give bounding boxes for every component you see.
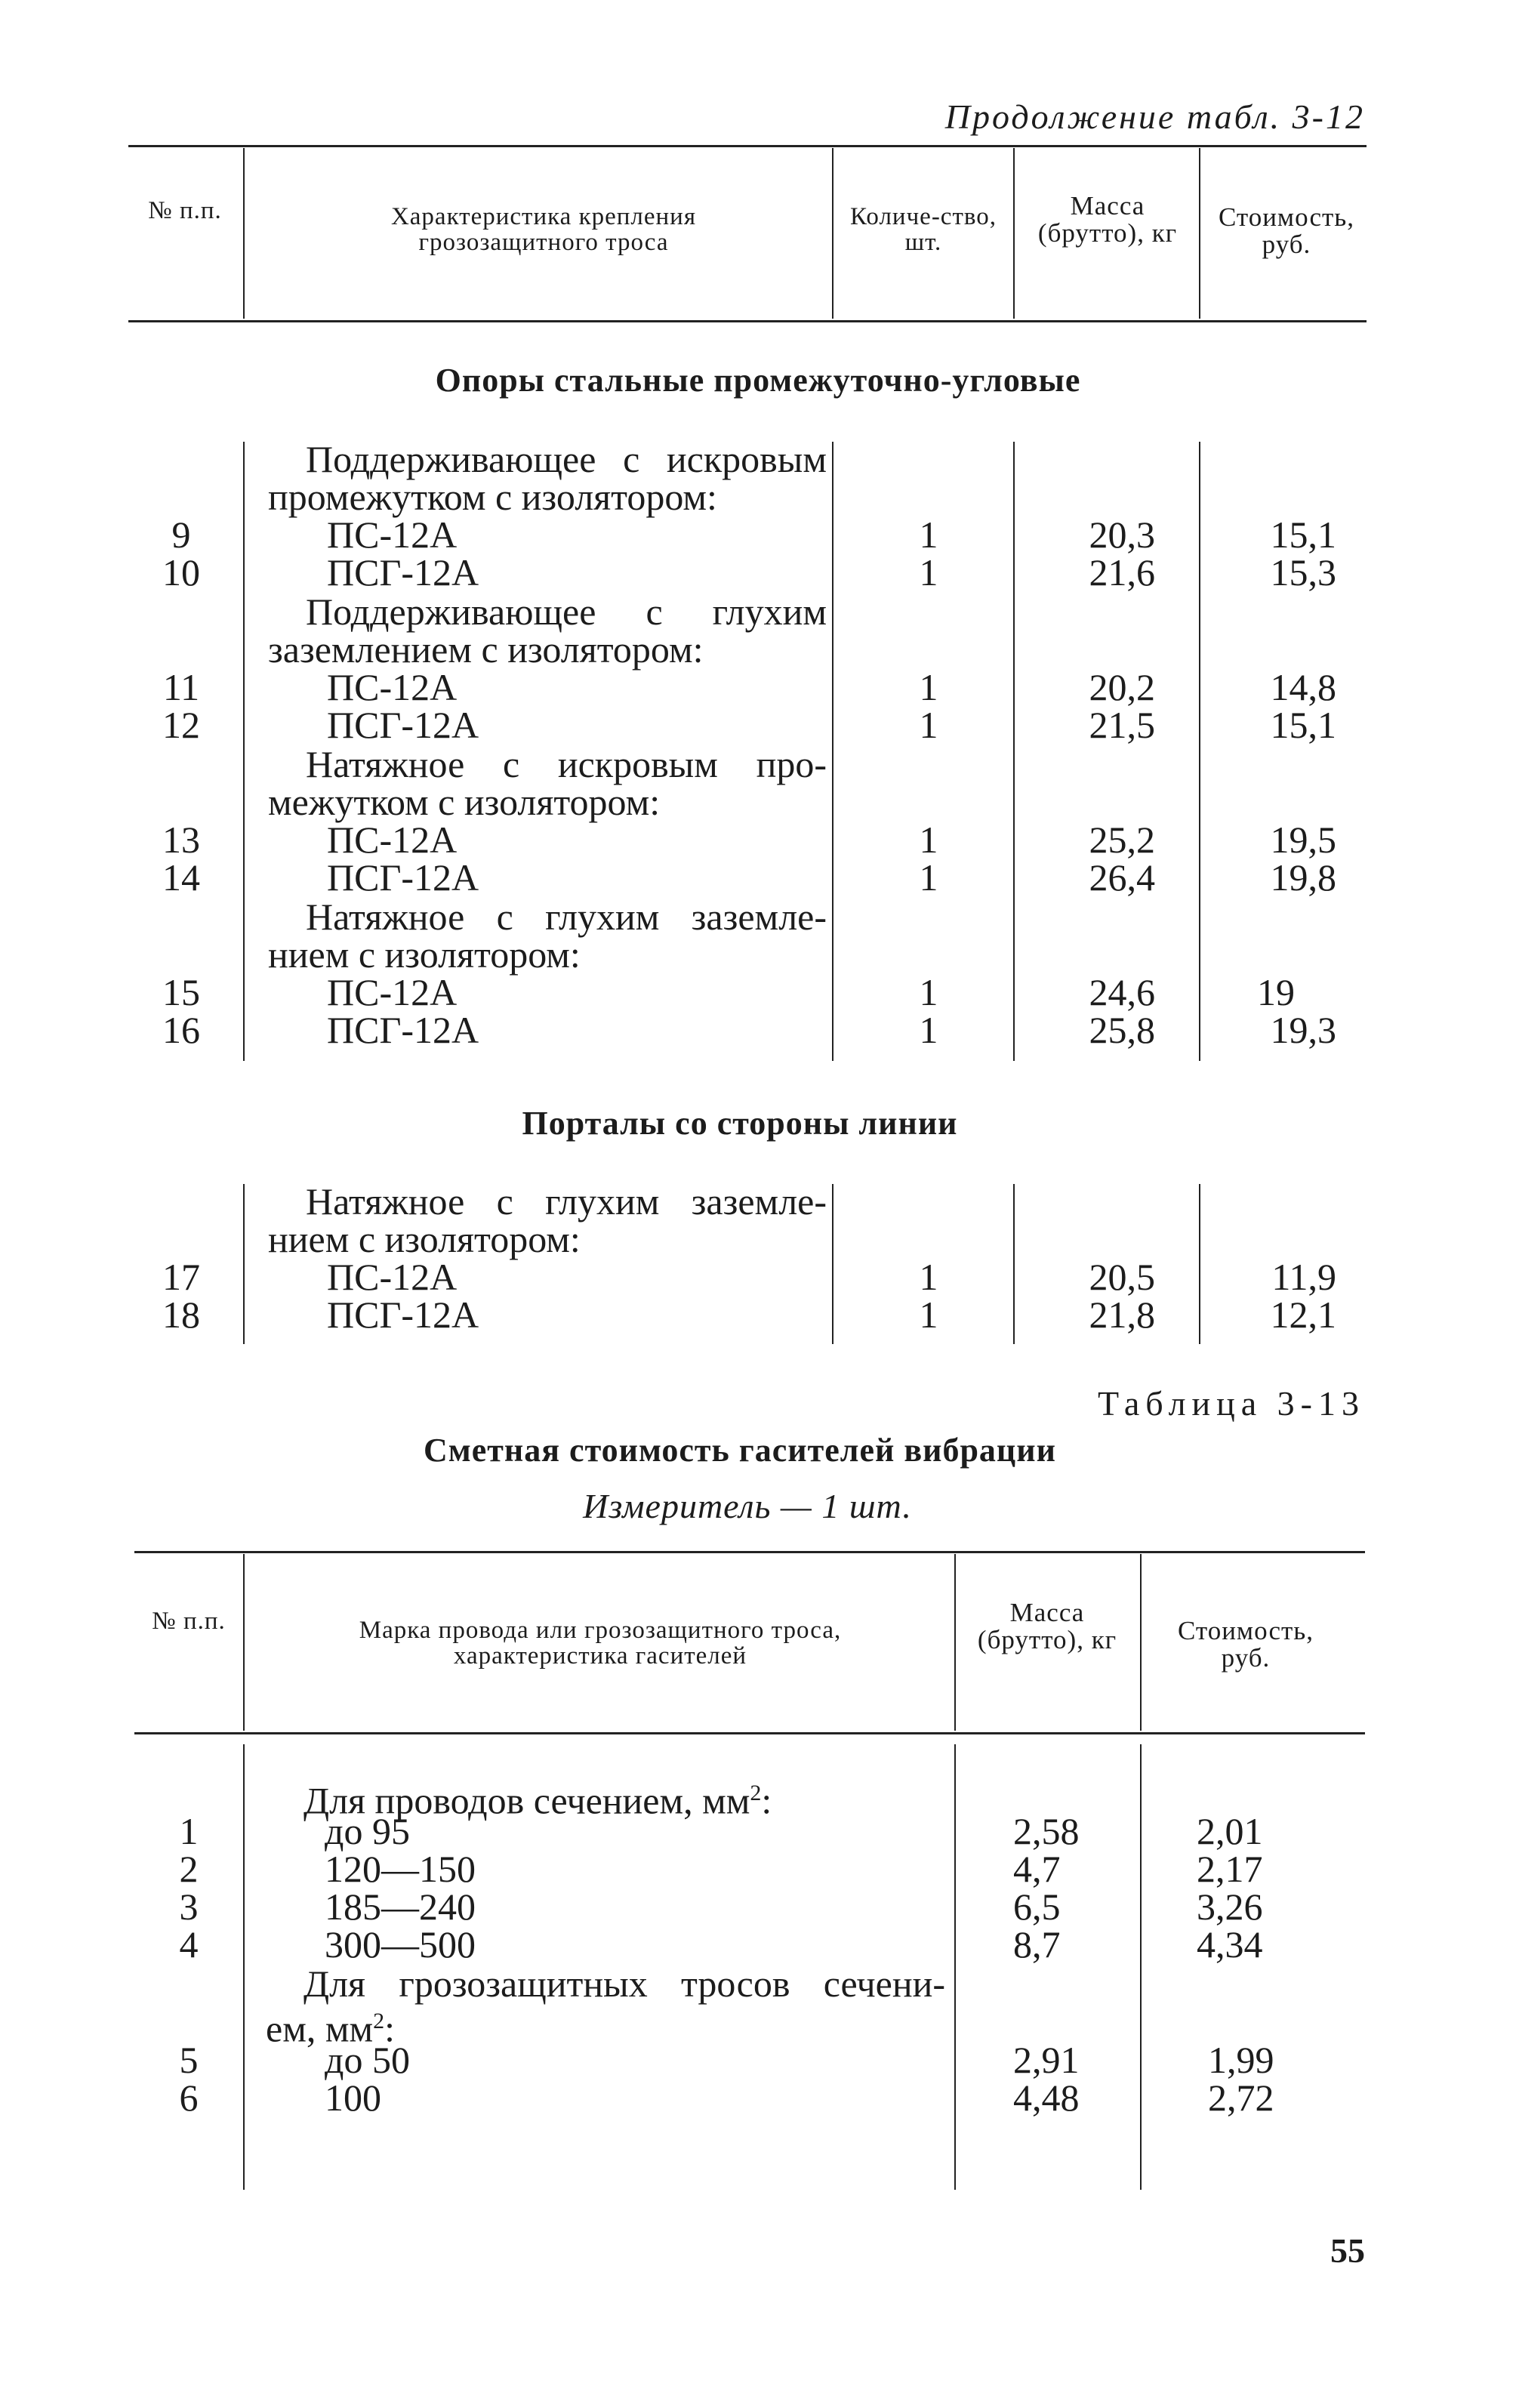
table13-header-divider [243,1554,245,1731]
row-mass: 6,5 [1013,1885,1061,1928]
section-title: Опоры стальные промежуточно-угловые [435,362,1081,399]
row-name: ПС-12А [327,1256,458,1298]
group-heading: Для грозозащитных тросов сечени- [304,1962,945,2005]
row-cost: 2,72 [1208,2077,1274,2119]
table12-header-bottom-rule [128,320,1367,322]
row-mass: 4,48 [1013,2077,1080,2119]
row-mass: 24,6 [1089,971,1155,1013]
row-number: 1 [179,1810,199,1852]
group-heading-text: ем, мм [266,2007,374,2050]
row-mass: 21,5 [1089,704,1155,746]
superscript: 2 [373,2009,385,2033]
table13-body-divider [954,1744,956,2190]
column-header-number: № п.п. [152,1608,226,1635]
row-cost: 15,1 [1270,704,1336,746]
superscript: 2 [750,1781,762,1805]
row-mass: 26,4 [1089,856,1155,899]
row-mass: 21,8 [1089,1293,1155,1336]
row-number: 4 [179,1923,199,1966]
row-name: 100 [325,2077,381,2119]
row-cost: 12,1 [1270,1293,1336,1336]
column-header-cost: Стоимость, руб. [1218,202,1354,259]
table13-body-divider [243,1744,245,2190]
row-cost: 11,9 [1271,1256,1336,1298]
row-number: 12 [162,704,200,746]
group-heading-colon: : [761,1779,772,1822]
table12-header-divider [832,148,833,319]
group-heading: промежутком с изолятором: [268,476,717,518]
column-header-cost: Стоимость, руб. [1177,1616,1314,1673]
section-title: Порталы со стороны линии [522,1105,958,1142]
row-mass: 25,2 [1089,819,1155,861]
table12-top-rule [128,145,1367,147]
table-continuation-title: Продолжение табл. 3-12 [944,97,1365,136]
table12-body-divider [1013,442,1015,1061]
table13-header-bottom-rule [134,1732,1365,1734]
column-header-mass: Масса (брутто), кг [1037,191,1178,248]
group-heading: Натяжное с глухим заземле- [306,1180,827,1222]
table12-header-divider [1199,148,1200,319]
row-mass: 20,3 [1089,513,1155,556]
row-quantity: 1 [919,819,938,861]
row-name: до 50 [325,2039,410,2081]
row-mass: 2,58 [1013,1810,1080,1852]
table-unit: Измеритель — 1 шт. [583,1487,912,1525]
group-heading: Натяжное с глухим заземле- [306,896,827,938]
row-name: ПСГ-12А [327,704,479,746]
row-quantity: 1 [919,1256,938,1298]
row-cost: 2,01 [1197,1810,1263,1852]
row-mass: 25,8 [1089,1009,1155,1051]
table12-body-divider [832,1184,833,1344]
row-cost: 2,17 [1197,1848,1263,1890]
row-cost: 14,8 [1270,666,1336,708]
row-quantity: 1 [919,704,938,746]
column-header-number: № п.п. [148,197,222,224]
row-name: до 95 [325,1810,410,1852]
row-name: ПС-12А [327,513,458,556]
row-quantity: 1 [919,551,938,594]
row-quantity: 1 [919,513,938,556]
row-number: 13 [162,819,200,861]
row-name: 185—240 [325,1885,476,1928]
row-number: 17 [162,1256,200,1298]
row-number: 9 [171,513,191,556]
row-cost: 19,3 [1270,1009,1336,1051]
row-number: 10 [162,551,200,594]
row-number: 14 [162,856,200,899]
row-number: 2 [179,1848,199,1890]
row-mass: 2,91 [1013,2039,1080,2081]
row-name: ПСГ-12А [327,856,479,899]
row-name: 300—500 [325,1923,476,1966]
table12-body-divider [1013,1184,1015,1344]
row-number: 18 [162,1293,200,1336]
row-name: ПСГ-12А [327,551,479,594]
row-name: ПС-12А [327,666,458,708]
row-cost: 4,34 [1197,1923,1263,1966]
row-number: 11 [162,666,200,708]
row-mass: 20,2 [1089,666,1155,708]
group-heading-colon: : [384,2007,396,2050]
row-name: ПСГ-12А [327,1293,479,1336]
group-heading: Натяжное с искровым про- [306,743,827,785]
row-name: ПСГ-12А [327,1009,479,1051]
row-number: 16 [162,1009,200,1051]
row-cost: 19,5 [1270,819,1336,861]
row-quantity: 1 [919,1009,938,1051]
row-number: 3 [179,1885,199,1928]
column-header-brand: Марка провода или грозозащитного троса, характеристика гасителей [359,1617,842,1670]
table-title: Сметная стоимость гасителей вибрации [424,1432,1056,1469]
group-heading: межутком с изолятором: [268,781,661,823]
row-mass: 21,6 [1089,551,1155,594]
column-header-quantity: Количе-ство, шт. [850,203,997,256]
row-quantity: 1 [919,856,938,899]
row-number: 15 [162,971,200,1013]
table12-body-divider [1199,1184,1200,1344]
group-heading-text: Для проводов сечением, мм [304,1779,750,1822]
group-heading: заземлением с изолятором: [268,628,704,671]
row-cost: 1,99 [1208,2039,1274,2081]
table12-header-divider [1013,148,1015,319]
row-name: ПС-12А [327,971,458,1013]
row-number: 5 [179,2039,199,2081]
group-heading: нием с изолятором: [268,1218,581,1260]
row-cost: 19,8 [1270,856,1336,899]
group-heading: Поддерживающее с глухим [306,590,827,633]
page-number: 55 [1330,2231,1365,2270]
table13-header-divider [954,1554,956,1731]
column-header-mass: Масса (брутто), кг [977,1598,1117,1654]
table12-header-divider [243,148,245,319]
group-heading: нием с изолятором: [268,933,581,976]
row-name: ПС-12А [327,819,458,861]
row-number: 6 [179,2077,199,2119]
row-cost: 15,3 [1270,551,1336,594]
row-quantity: 1 [919,666,938,708]
table12-body-divider [243,1184,245,1344]
table13-header-divider [1140,1554,1142,1731]
row-cost: 3,26 [1197,1885,1263,1928]
table-label: Таблица 3-13 [1097,1384,1365,1423]
row-quantity: 1 [919,971,938,1013]
column-header-characteristic: Характеристика крепления грозозащитного троса [390,203,697,256]
row-mass: 20,5 [1089,1256,1155,1298]
table12-body-divider [1199,442,1200,1061]
row-quantity: 1 [919,1293,938,1336]
row-name: 120—150 [325,1848,476,1890]
row-cost: 19 [1257,971,1295,1013]
table13-body-divider [1140,1744,1142,2190]
table13-top-rule [134,1551,1365,1553]
table12-body-divider [243,442,245,1061]
row-mass: 8,7 [1013,1923,1061,1966]
table12-body-divider [832,442,833,1061]
row-mass: 4,7 [1013,1848,1061,1890]
row-cost: 15,1 [1270,513,1336,556]
group-heading: Поддерживающее с искровым [306,438,827,480]
